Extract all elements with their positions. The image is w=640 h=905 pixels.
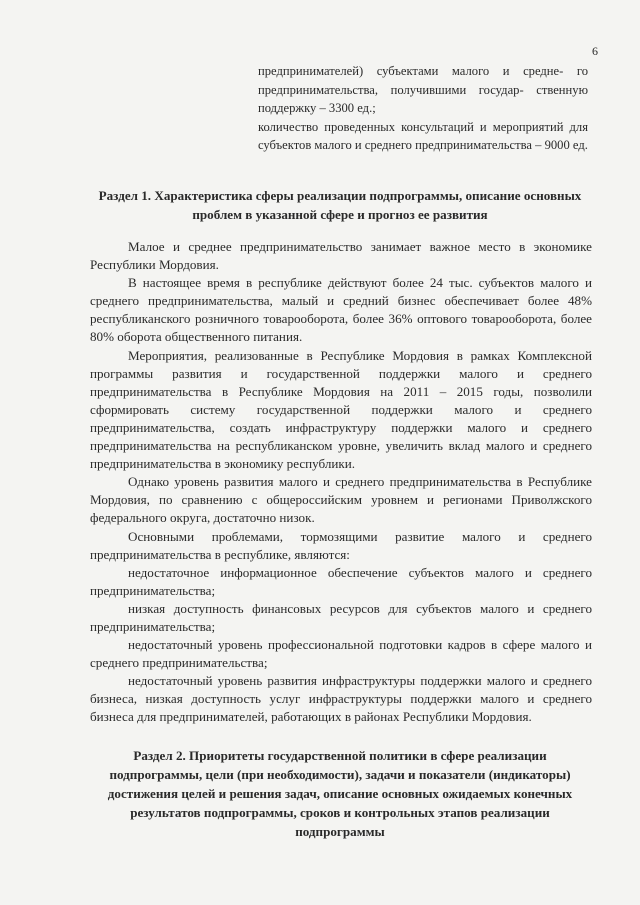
section-2-heading: Раздел 2. Приоритеты государственной политики в сфере реализации подпрограммы, цели (при необходимости), задачи и показатели (индикаторы) достижения целей и решения задач, описание основных ожидаемых конечных результатов подпрограммы, сроков и контрольных этапов реализации подпрограммы [107,748,573,839]
problem-item: недостаточный уровень развития инфраструктуры поддержки малого и среднего бизнеса, низкая доступность услуг инфраструктуры поддержки малого и среднего бизнеса для предпринимателей, работающих в районах Республики Мордовия. [90,673,592,725]
paragraph: В настоящее время в республике действуют более 24 тыс. субъектов малого и среднего предпринимательства, малый и средний бизнес обеспечивает более 48% республиканского розничного товарооборота, более 36% оптового товарооборота, более 80% оборота общественного питания. [90,275,592,345]
problem-item: недостаточный уровень профессиональной подготовки кадров в сфере малого и среднего предпринимательства; [90,637,592,671]
page-number: 6 [592,44,598,58]
paragraph: Мероприятия, реализованные в Республике Мордовия в рамках Комплексной программы развития и государственной поддержки малого и среднего предпринимательства в Республике Мордовия на 2011 – 2015 годы, позволили сформировать систему государственной поддержки малого и среднего предпринимательства, создать инфраструктуру поддержки малого и среднего предпринимательства на республиканском уровне, увеличить вклад малого и среднего предпринимательства в экономику республики. [90,347,592,472]
section-1-heading: Раздел 1. Характеристика сферы реализации подпрограммы, описание основных проблем в указанной сфере и прогноз ее развития [98,188,582,222]
paragraph: Основными проблемами, тормозящими развитие малого и среднего предпринимательства в республике, являются: [90,528,592,562]
paragraph: Малое и среднее предпринимательство занимает важное место в экономике Республики Мордовия. [90,239,592,273]
problem-item: низкая доступность финансовых ресурсов для субъектов малого и среднего предпринимательства; [90,600,592,634]
paragraph: Однако уровень развития малого и среднего предпринимательства в Республике Мордовия, по сравнению с общероссийским уровнем и регионами Приволжского федерального округа, достаточно низок. [90,474,592,526]
indicator-supported-entities: предпринимателей) субъектами малого и средне- го предпринимательства, получившими государ- ственную поддержку – 3300 ед.; [258,64,588,116]
problem-item: недостаточное информационное обеспечение субъектов малого и среднего предпринимательства; [90,564,592,598]
indicator-consultations: количество проведенных консультаций и мероприятий для субъектов малого и среднего предпринимательства – 9000 ед. [258,119,588,153]
section-1-body [90,238,592,727]
continued-indicator-list [258,62,588,155]
